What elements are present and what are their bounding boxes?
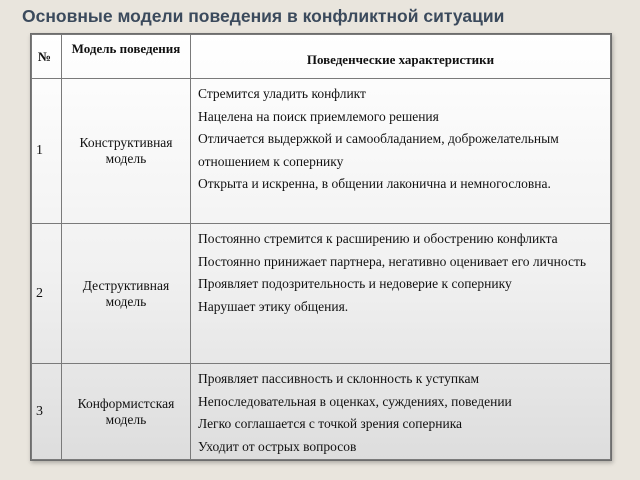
page-title: Основные модели поведения в конфликтной ситуации — [22, 6, 505, 26]
characteristic-item: Открыта и искренна, в общении лаконична и немногословна. — [198, 176, 551, 191]
table-row — [32, 79, 611, 224]
behavior-models-table — [30, 33, 612, 461]
characteristic-item: Проявляет подозрительность и недоверие к сопернику — [198, 276, 512, 291]
model-name: Деструктивная модель — [62, 224, 191, 364]
table-header-row — [32, 35, 611, 79]
characteristics-cell — [191, 224, 611, 364]
characteristic-item: Отличается выдержкой и самообладанием, доброжелательным отношением к сопернику — [198, 131, 559, 169]
row-number: 2 — [32, 224, 62, 364]
characteristics-cell — [191, 79, 611, 224]
header-num: № — [32, 35, 62, 79]
characteristic-item: Постоянно принижает партнера, негативно оценивает его личность — [198, 253, 586, 269]
table-row — [32, 364, 611, 460]
characteristic-item: Нацелена на поиск приемлемого решения — [198, 108, 439, 124]
model-name: Конструктивная модель — [62, 79, 191, 224]
characteristics-cell — [191, 364, 611, 460]
characteristic-item: Легко соглашается с точкой зрения соперника — [198, 416, 463, 431]
row-number: 3 — [32, 364, 62, 460]
characteristic-item: Проявляет пассивность и склонность к уступкам — [198, 371, 480, 386]
characteristic-item: Стремится уладить конфликт — [198, 86, 366, 101]
characteristic-item: Непоследовательная в оценках, суждениях, поведении — [198, 393, 512, 409]
row-number: 1 — [32, 79, 62, 224]
characteristic-item: Нарушает этику общения. — [198, 298, 349, 314]
characteristic-item: Постоянно стремится к расширению и обострению конфликта — [198, 231, 558, 246]
model-name: Конформистская модель — [62, 364, 191, 460]
header-characteristics: Поведенческие характеристики — [191, 35, 611, 79]
table-row — [32, 224, 611, 364]
characteristic-item: Уходит от острых вопросов — [198, 438, 357, 454]
header-model: Модель поведения — [62, 35, 191, 79]
